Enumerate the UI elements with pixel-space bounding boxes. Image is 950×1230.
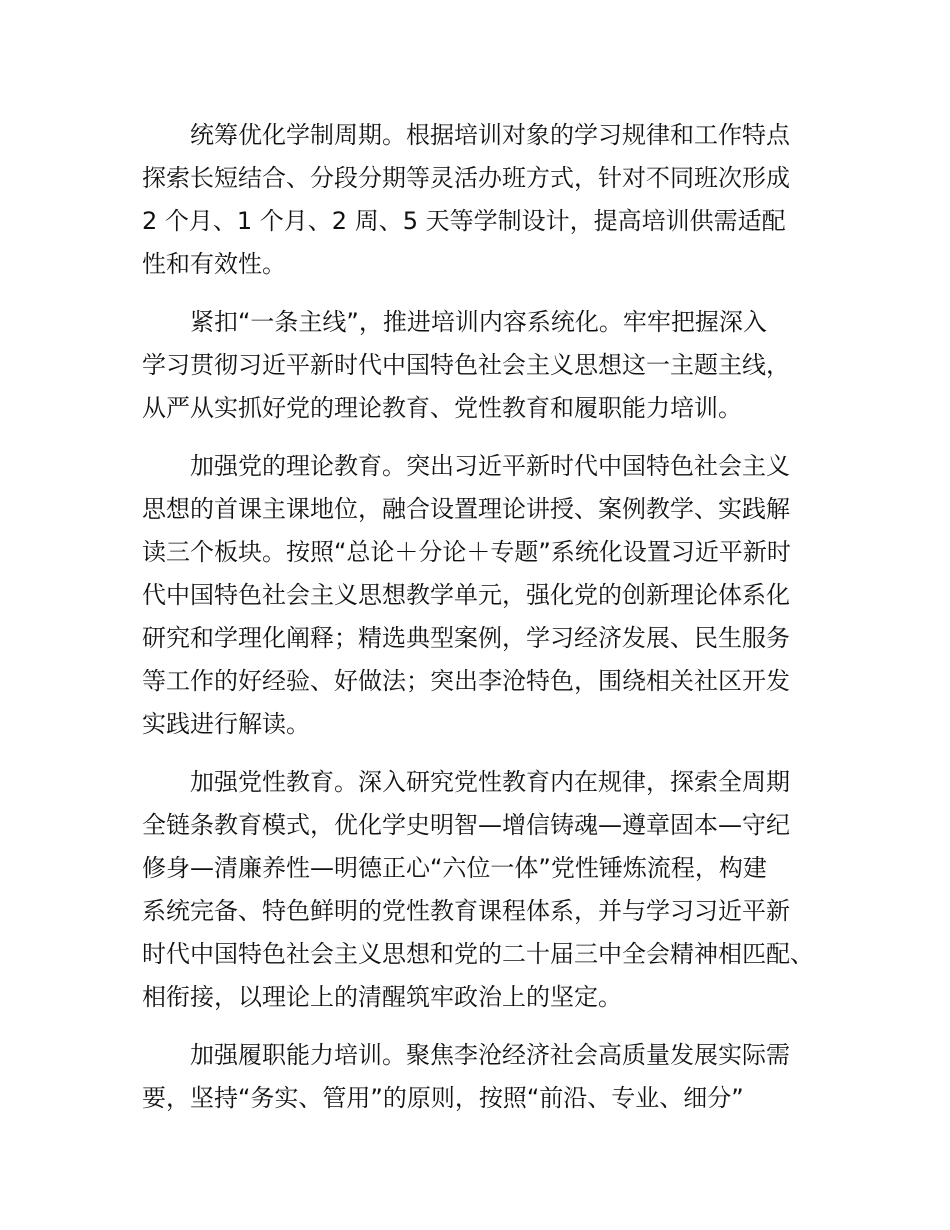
paragraph-line: 性和有效性。 [142, 250, 286, 278]
paragraph-line: 紧扣“一条主线”，推进培训内容系统化。牢牢把握深入 [190, 308, 767, 336]
paragraph-party-spirit-education [142, 761, 832, 1019]
paragraph-line: 研究和学理化阐释；精选典型案例，学习经济发展、民生服务 [142, 624, 790, 652]
paragraph-line: 读三个板块。按照“总论＋分论＋专题”系统化设置习近平新时 [142, 538, 791, 566]
paragraph-line: 代中国特色社会主义思想教学单元，强化党的创新理论体系化 [142, 581, 790, 609]
paragraph-main-line [142, 301, 832, 430]
paragraph-line: 探索长短结合、分段分期等灵活办班方式，针对不同班次形成 [142, 164, 790, 192]
paragraph-theory-education [142, 445, 832, 746]
paragraph-line: 修身—清廉养性—明德正心“六位一体”党性锤炼流程，构建 [142, 854, 767, 882]
paragraph-line: 2 个月、1 个月、2 周、5 天等学制设计，提高培训供需适配 [142, 207, 786, 235]
paragraph-line: 等工作的好经验、好做法；突出李沧特色，围绕相关社区开发 [142, 667, 790, 695]
paragraph-line: 实践进行解读。 [142, 710, 310, 738]
paragraph-line: 加强履职能力培训。聚焦李沧经济社会高质量发展实际需 [190, 1041, 790, 1069]
paragraph-capability-training [142, 1034, 832, 1120]
paragraph-line: 思想的首课主课地位，融合设置理论讲授、案例教学、实践解 [142, 495, 790, 523]
paragraph-line: 学习贯彻习近平新时代中国特色社会主义思想这一主题主线， [142, 351, 790, 379]
paragraph-line: 相衔接，以理论上的清醒筑牢政治上的坚定。 [142, 983, 622, 1011]
paragraph-line: 加强党性教育。深入研究党性教育内在规律，探索全周期 [190, 768, 790, 796]
paragraph-line: 从严从实抓好党的理论教育、党性教育和履职能力培训。 [142, 394, 742, 422]
paragraph-study-cycle [142, 114, 832, 286]
paragraph-line: 加强党的理论教育。突出习近平新时代中国特色社会主义 [190, 452, 790, 480]
paragraph-line: 全链条教育模式，优化学史明智—增信铸魂—遵章固本—守纪 [142, 811, 790, 839]
document-body [142, 114, 832, 1135]
paragraph-line: 时代中国特色社会主义思想和党的二十届三中全会精神相匹配、 [142, 940, 814, 968]
paragraph-line: 系统完备、特色鲜明的党性教育课程体系，并与学习习近平新 [142, 897, 790, 925]
paragraph-line: 要，坚持“务实、管用”的原则，按照“前沿、专业、细分” [142, 1084, 744, 1112]
paragraph-line: 统筹优化学制周期。根据培训对象的学习规律和工作特点 [190, 121, 790, 149]
